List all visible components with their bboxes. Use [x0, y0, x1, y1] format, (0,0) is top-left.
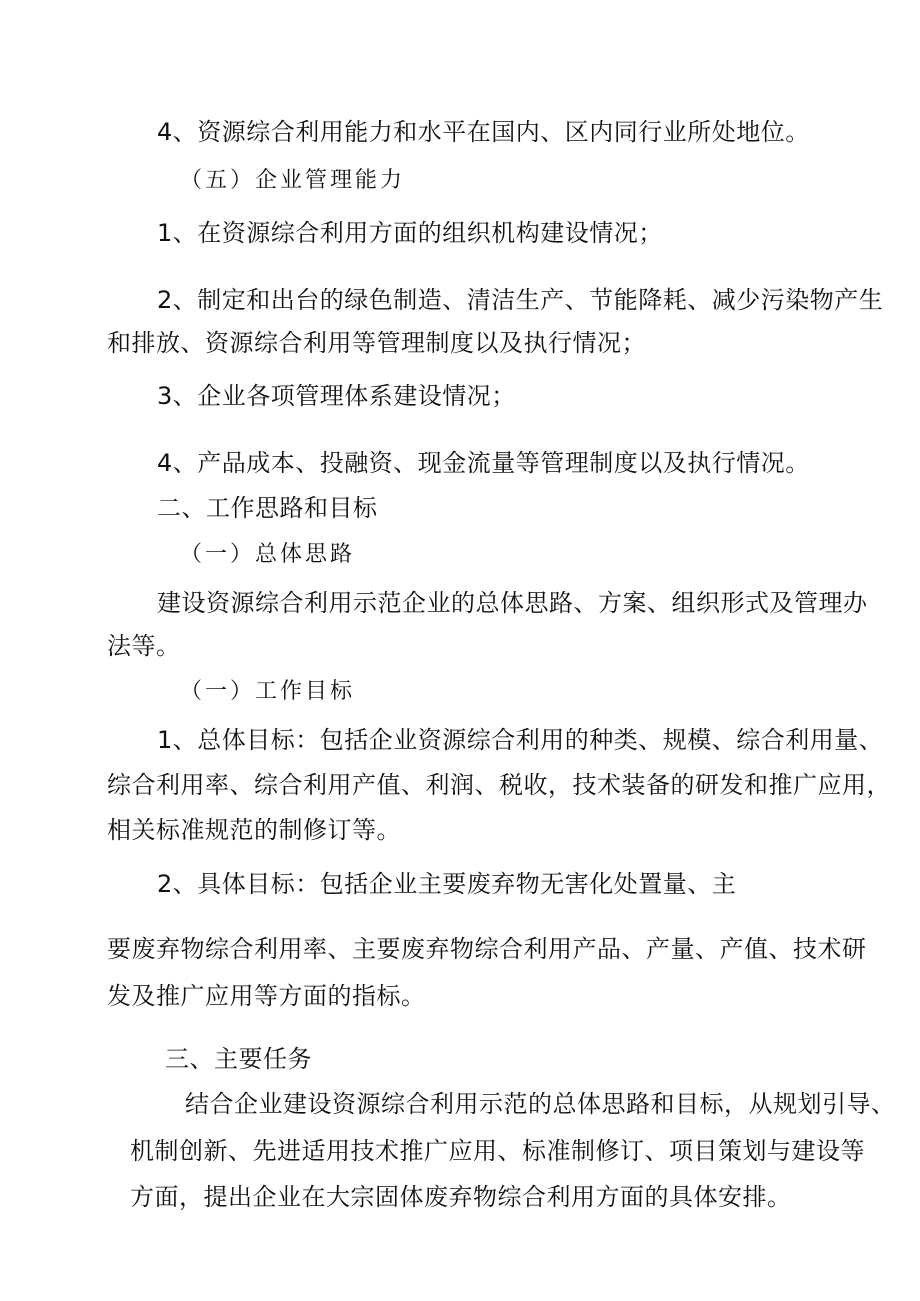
subheading-work-goals: （一）工作目标: [180, 679, 356, 704]
text-line-approach-2: 法等。: [107, 632, 181, 660]
text-line-overall-goal-3: 相关标准规范的制修订等。: [107, 816, 401, 844]
text-line-specific-goal-2: 要废弃物综合利用率、主要废弃物综合利用产品、产量、产值、技术研: [107, 935, 867, 963]
section-heading-main-tasks: 三、主要任务: [165, 1045, 312, 1073]
text-line-green-manufacturing-2: 和排放、资源综合利用等管理制度以及执行情况；: [107, 329, 646, 357]
text-line-cost-finance: 4、产品成本、投融资、现金流量等管理制度以及执行情况。: [157, 449, 810, 477]
text-line-green-manufacturing-1: 2、制定和出台的绿色制造、清洁生产、节能降耗、减少污染物产生: [157, 286, 884, 314]
text-line-specific-goal-1: 2、具体目标：包括企业主要废弃物无害化处置量、主: [157, 870, 737, 898]
text-line-tasks-3: 方面，提出企业在大宗固体废弃物综合利用方面的具体安排。: [130, 1183, 792, 1211]
text-line-overall-goal-1: 1、总体目标：包括企业资源综合利用的种类、规模、综合利用量、: [157, 726, 884, 754]
subheading-management-capability: （五）企业管理能力: [180, 168, 406, 193]
text-line-tasks-2: 机制创新、先进适用技术推广应用、标准制修订、项目策划与建设等: [130, 1137, 865, 1165]
text-line-organization: 1、在资源综合利用方面的组织机构建设情况；: [157, 219, 663, 247]
subheading-overall-approach: （一）总体思路: [180, 542, 356, 567]
text-line-tasks-1: 结合企业建设资源综合利用示范的总体思路和目标，从规划引导、: [185, 1090, 896, 1118]
text-line-management-system: 3、企业各项管理体系建设情况；: [157, 382, 516, 410]
section-heading-approach-goals: 二、工作思路和目标: [157, 494, 378, 522]
text-line-specific-goal-3: 发及推广应用等方面的指标。: [107, 982, 426, 1010]
text-line-overall-goal-2: 综合利用率、综合利用产值、利润、税收，技术装备的研发和推广应用，: [107, 771, 891, 799]
text-line-approach-1: 建设资源综合利用示范企业的总体思路、方案、组织形式及管理办: [157, 589, 868, 617]
text-line-capability-position: 4、资源综合利用能力和水平在国内、区内同行业所处地位。: [157, 118, 810, 146]
